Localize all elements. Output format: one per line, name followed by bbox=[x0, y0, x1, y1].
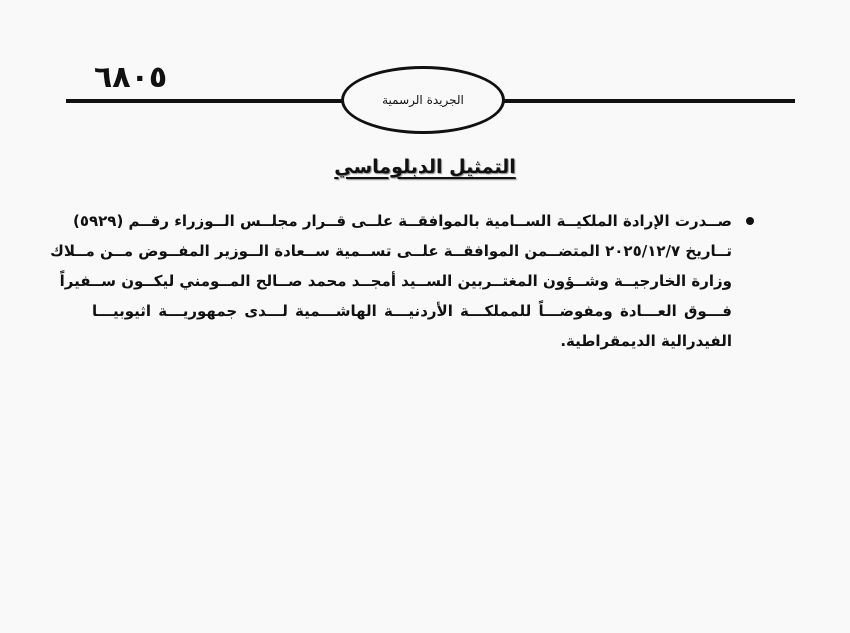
bullet-icon bbox=[746, 217, 754, 225]
text-line: وزارة الخارجيــة وشــؤون المغتــربين الســيد أمجــد محمد صــالح المــومني ليكــون ســفيراً bbox=[59, 272, 732, 290]
section-title: التمثيل الدبلوماسي bbox=[334, 156, 516, 178]
text-line: الفيدرالية الديمقراطية. bbox=[560, 332, 732, 350]
section-heading bbox=[0, 156, 850, 178]
header-rule-right bbox=[503, 99, 795, 103]
body-paragraph bbox=[50, 206, 754, 356]
text-line: فـــوق العـــادة ومفوضـــاً للمملكـــة الأردنيـــة الهاشـــمية لـــدى جمهوريـــة اثيوبيـــا bbox=[92, 302, 732, 320]
text-line: تــاريخ ٢٠٢٥/١٢/٧ المتضــمن الموافقــة علــى تســمية ســعادة الــوزير المفــوض مــن مــلاك bbox=[50, 242, 732, 260]
header-oval bbox=[341, 66, 505, 134]
bullet-text bbox=[50, 206, 732, 356]
header-rule-left bbox=[66, 99, 346, 103]
text-line: صــدرت الإرادة الملكيــة الســامية بالموافقــة علــى قــرار مجلــس الــوزراء رقــم (٥٩٢٩) bbox=[72, 212, 732, 230]
publication-name: الجريدة الرسمية bbox=[382, 93, 464, 107]
bullet-item bbox=[50, 206, 754, 356]
page-number: ٦٨٠٥ bbox=[94, 60, 168, 95]
